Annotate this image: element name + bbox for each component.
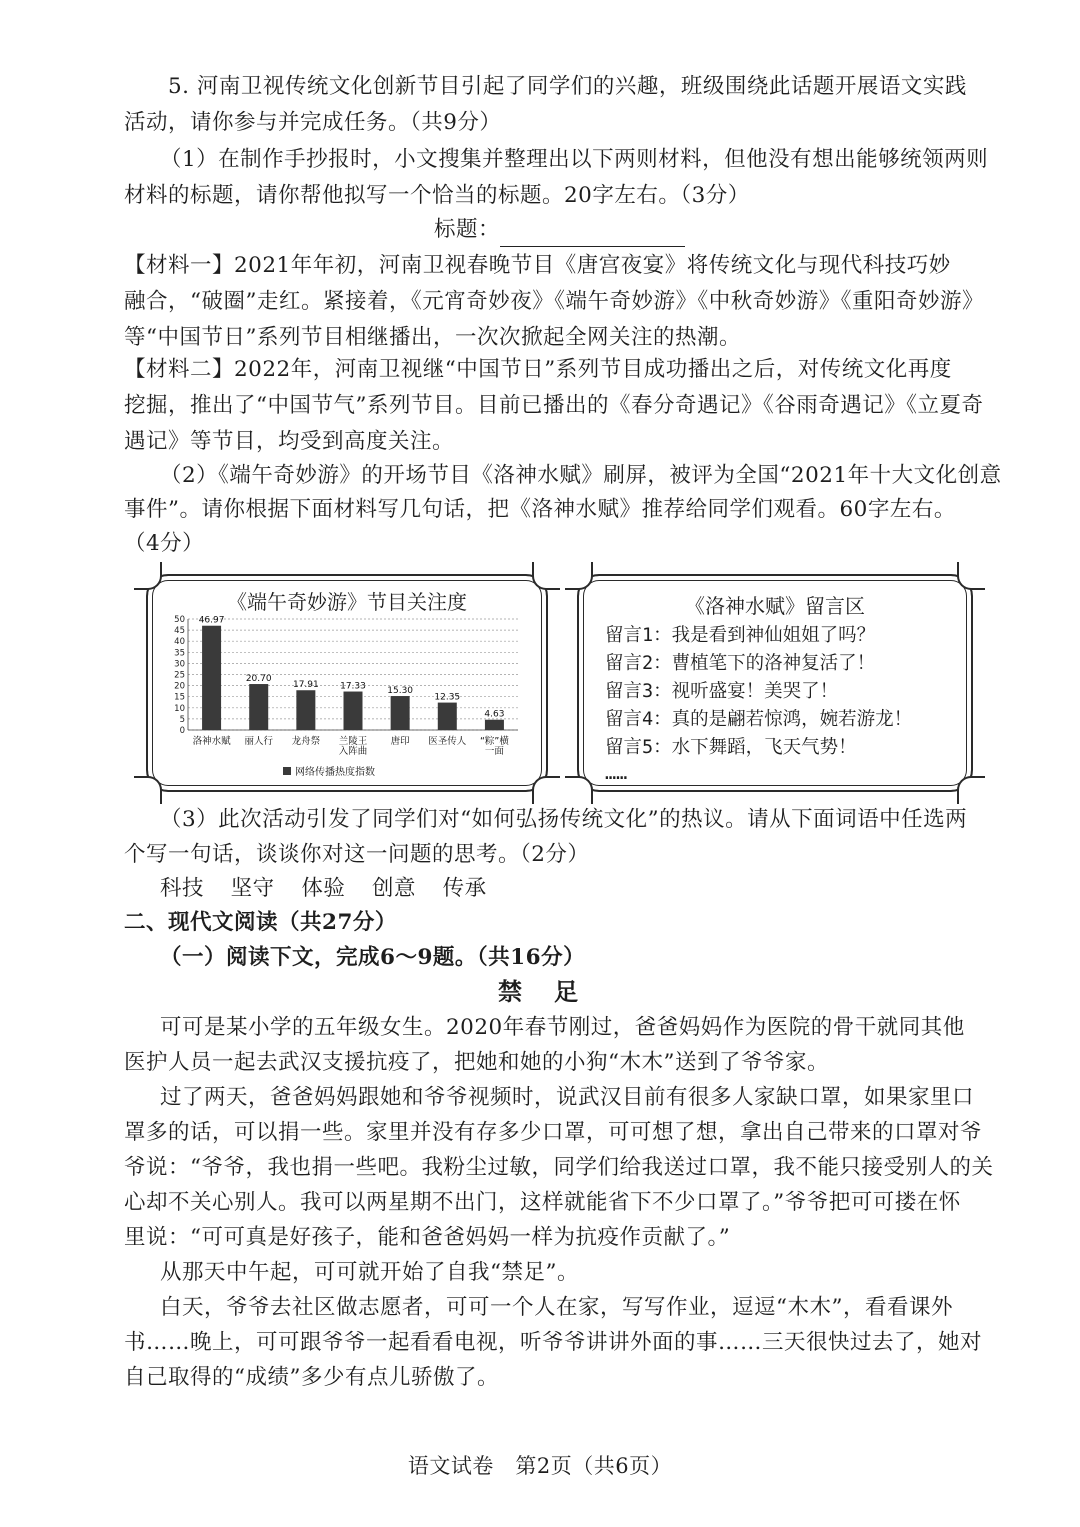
comment-frame xyxy=(577,574,973,792)
comment-item: 留言5：水下舞蹈，飞天气势！ xyxy=(605,737,857,758)
y-tick-label: 30 xyxy=(174,659,185,670)
chart-title: 《端午奇妙游》节目关注度 xyxy=(227,590,467,614)
y-tick-label: 35 xyxy=(174,648,185,659)
y-tick-label: 45 xyxy=(174,626,185,637)
q5-intro-line2: 活动，请你参与并完成任务。（共9分） xyxy=(124,110,502,135)
q5-sub2-line1: （2）《端午奇妙游》的开场节目《洛神水赋》刷屏，被评为全国“2021年十大文化创意 xyxy=(160,463,1002,488)
y-tick-label: 5 xyxy=(179,714,185,725)
frame-corner xyxy=(565,562,593,590)
comment-title: 《洛神水赋》留言区 xyxy=(685,594,865,618)
bar xyxy=(485,720,504,730)
title-blank xyxy=(500,222,685,247)
chart-frame xyxy=(146,574,548,792)
bar-value-label: 17.33 xyxy=(340,681,366,692)
material2-line2: 挖掘，推出了“中国节气”系列节目。目前已播出的《春分奇遇记》《谷雨奇遇记》《立夏奇 xyxy=(124,393,984,418)
bar xyxy=(344,692,363,730)
q5-intro-line1: 5. 河南卫视传统文化创新节目引起了同学们的兴趣，班级围绕此话题开展语文实践 xyxy=(168,74,967,99)
bar-value-label: 4.63 xyxy=(484,709,505,720)
y-tick-label: 15 xyxy=(174,692,185,703)
y-tick-label: 50 xyxy=(174,615,185,625)
story-p3: 从那天中午起，可可就开始了自我“禁足”。 xyxy=(160,1260,579,1285)
story-p4-line1: 白天，爷爷去社区做志愿者，可可一个人在家，写写作业，逗逗“木木”，看看课外 xyxy=(160,1295,953,1320)
x-category-label: “粽”横 xyxy=(480,736,509,747)
title-answer-line xyxy=(434,213,685,247)
bar-chart xyxy=(148,576,542,786)
q5-sub2-line2: 事件”。请你根据下面材料写几句话，把《洛神水赋》推荐给同学们观看。60字左右。 xyxy=(124,497,956,522)
bar xyxy=(391,696,410,730)
x-category-label: 唐印 xyxy=(390,736,410,747)
x-category-label: 洛神水赋 xyxy=(192,736,231,747)
x-category-label: 医圣传人 xyxy=(428,736,467,747)
story-p2-line2: 罩多的话，可以捐一些。家里并没有存多少口罩，可可想了想，拿出自己带来的口罩对爷 xyxy=(124,1120,983,1145)
bar-value-label: 15.30 xyxy=(387,686,414,697)
q5-sub3-line1: （3）此次活动引发了同学们对“如何弘扬传统文化”的热议。请从下面词语中任选两 xyxy=(160,807,968,832)
story-p2-line5: 里说：“可可真是好孩子，能和爸爸妈妈一样为抗疫作贡献了。” xyxy=(124,1225,731,1250)
story-p2-line1: 过了两天，爸爸妈妈跟她和爷爷视频时，说武汉目前有很多人家缺口罩，如果家里口 xyxy=(160,1085,975,1110)
q5-sub1-line2: 材料的标题，请你帮他拟写一个恰当的标题。20字左右。（3分） xyxy=(124,183,750,208)
q5-sub3-line2: 个写一句话，谈谈你对这一问题的思考。（2分） xyxy=(124,842,590,867)
bar-value-label: 12.35 xyxy=(434,692,461,703)
y-tick-label: 10 xyxy=(174,703,185,714)
bar-value-label: 17.91 xyxy=(292,680,319,691)
comment-item: 留言2：曹植笔下的洛神复活了！ xyxy=(605,653,876,674)
story-title: 禁 足 xyxy=(498,977,582,1006)
page-footer: 语文试卷 第2页（共6页） xyxy=(407,1454,673,1478)
story-p4-line3: 自己取得的“成绩”多少有点儿骄傲了。 xyxy=(124,1365,499,1390)
story-p1-line2: 医护人员一起去武汉支援抗疫了，把她和她的小狗“木木”送到了爷爷家。 xyxy=(124,1050,829,1075)
y-tick-label: 0 xyxy=(179,726,185,736)
bar xyxy=(202,626,221,730)
x-category-label: 兰陵王 xyxy=(338,736,368,747)
y-tick-label: 40 xyxy=(174,637,185,648)
x-category-label: 丽人行 xyxy=(244,736,273,747)
story-p2-line4: 心却不关心别人。我可以两星期不出门，这样就能省下不少口罩了。”爷爷把可可搂在怀 xyxy=(124,1190,961,1215)
part1-heading: （一）阅读下文，完成6～9题。（共16分） xyxy=(160,945,586,970)
section2-heading: 二、现代文阅读（共27分） xyxy=(124,910,397,935)
bar-value-label: 20.70 xyxy=(245,674,272,685)
story-p4-line2: 书……晚上，可可跟爷爷一起看看电视，听爷爷讲讲外面的事……三天很快过去了，她对 xyxy=(124,1330,983,1355)
y-tick-label: 20 xyxy=(174,681,185,692)
bar xyxy=(438,703,457,730)
material2-line1: 【材料二】2022年，河南卫视继“中国节日”系列节目成功播出之后，对传统文化再度 xyxy=(124,357,952,382)
word-options: 科技 坚守 体验 创意 传承 xyxy=(160,876,487,901)
frame-corner xyxy=(565,776,593,804)
y-tick-label: 25 xyxy=(174,670,185,681)
legend-label: 网络传播热度指数 xyxy=(295,767,375,778)
frame-corner xyxy=(957,776,985,804)
comment-item: 留言4：真的是翩若惊鸿，婉若游龙！ xyxy=(605,709,913,730)
story-p2-line3: 爷说：“爷爷，我也捐一些吧。我粉尘过敏，同学们给我送过口罩，我不能只接受别人的关 xyxy=(124,1155,994,1180)
legend-swatch xyxy=(283,767,291,775)
x-category-label: 一面 xyxy=(484,746,504,757)
material1-line3: 等“中国节日”系列节目相继播出，一次次掀起全网关注的热潮。 xyxy=(124,325,741,350)
q5-sub2-line3: （4分） xyxy=(124,531,205,556)
material1-line1: 【材料一】2021年年初，河南卫视春晚节目《唐宫夜宴》将传统文化与现代科技巧妙 xyxy=(124,253,951,278)
title-label: 标题： xyxy=(434,217,501,242)
bar-value-label: 46.97 xyxy=(198,615,225,626)
frame-corner xyxy=(957,562,985,590)
bar xyxy=(249,684,268,730)
x-category-label: 入阵曲 xyxy=(338,746,368,757)
comment-ellipsis: …… xyxy=(605,763,628,784)
comment-item: 留言3：视听盛宴！美哭了！ xyxy=(605,681,839,702)
material1-line2: 融合，“破圈”走红。紧接着，《元宵奇妙夜》《端午奇妙游》《中秋奇妙游》《重阳奇妙游》 xyxy=(124,289,984,314)
bar xyxy=(296,690,315,730)
q5-sub1-line1: （1）在制作手抄报时，小文搜集并整理出以下两则材料，但他没有想出能够统领两则 xyxy=(160,147,989,172)
story-p1-line1: 可可是某小学的五年级女生。2020年春节刚过，爸爸妈妈作为医院的骨干就同其他 xyxy=(160,1015,965,1040)
x-category-label: 龙舟祭 xyxy=(291,736,321,747)
material2-line3: 遇记》等节目，均受到高度关注。 xyxy=(124,429,455,454)
comment-item: 留言1：我是看到神仙姐姐了吗？ xyxy=(605,625,876,646)
